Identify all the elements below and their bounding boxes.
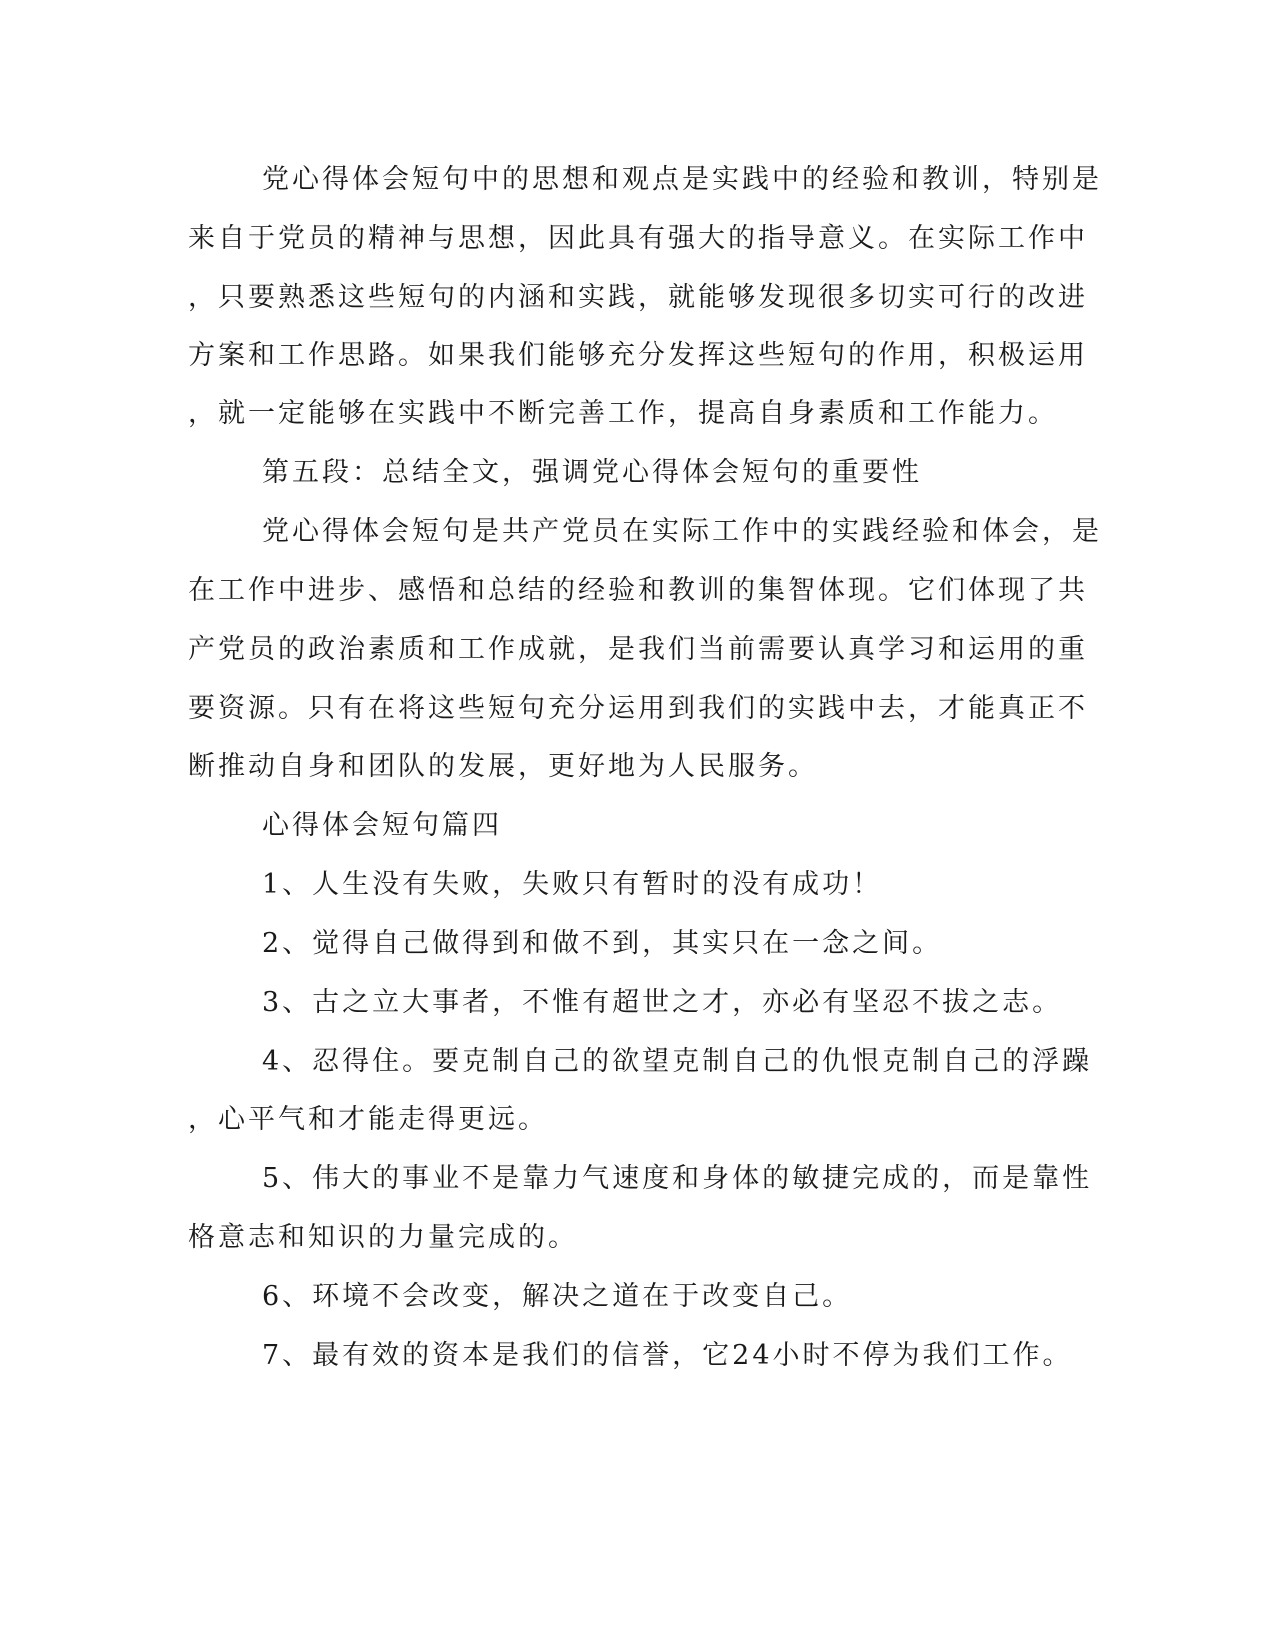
quote-item: 3、古之立大事者，不惟有超世之才，亦必有坚忍不拔之志。 <box>262 987 1063 1018</box>
section-heading: 第五段：总结全文，强调党心得体会短句的重要性 <box>262 457 922 488</box>
section-heading: 心得体会短句篇四 <box>262 810 502 841</box>
paragraph-line: ，只要熟悉这些短句的内涵和实践，就能够发现很多切实可行的改进 <box>188 282 1088 313</box>
paragraph-line: 党心得体会短句中的思想和观点是实践中的经验和教训，特别是 <box>262 164 1102 195</box>
paragraph-line: 产党员的政治素质和工作成就，是我们当前需要认真学习和运用的重 <box>188 634 1088 665</box>
paragraph-line: 在工作中进步、感悟和总结的经验和教训的集智体现。它们体现了共 <box>188 575 1088 606</box>
quote-item: 4、忍得住。要克制自己的欲望克制自己的仇恨克制自己的浮躁 <box>262 1046 1093 1077</box>
quote-item: 5、伟大的事业不是靠力气速度和身体的敏捷完成的，而是靠性 <box>262 1163 1093 1194</box>
paragraph-line: 要资源。只有在将这些短句充分运用到我们的实践中去，才能真正不 <box>188 693 1088 724</box>
paragraph-line: 方案和工作思路。如果我们能够充分发挥这些短句的作用，积极运用 <box>188 340 1088 371</box>
paragraph-line: ，就一定能够在实践中不断完善工作，提高自身素质和工作能力。 <box>188 398 1058 429</box>
quote-item: 6、环境不会改变，解决之道在于改变自己。 <box>262 1281 853 1312</box>
quote-item-continuation: ，心平气和才能走得更远。 <box>188 1104 548 1135</box>
quote-item: 1、人生没有失败，失败只有暂时的没有成功！ <box>262 869 883 900</box>
quote-item: 2、觉得自己做得到和做不到，其实只在一念之间。 <box>262 928 943 959</box>
quote-item: 7、最有效的资本是我们的信誉，它24小时不停为我们工作。 <box>262 1340 1073 1371</box>
paragraph-line: 断推动自身和团队的发展，更好地为人民服务。 <box>188 751 818 782</box>
paragraph-line: 来自于党员的精神与思想，因此具有强大的指导意义。在实际工作中 <box>188 223 1088 254</box>
paragraph-line: 党心得体会短句是共产党员在实际工作中的实践经验和体会，是 <box>262 516 1102 547</box>
quote-item-continuation: 格意志和知识的力量完成的。 <box>188 1222 578 1253</box>
